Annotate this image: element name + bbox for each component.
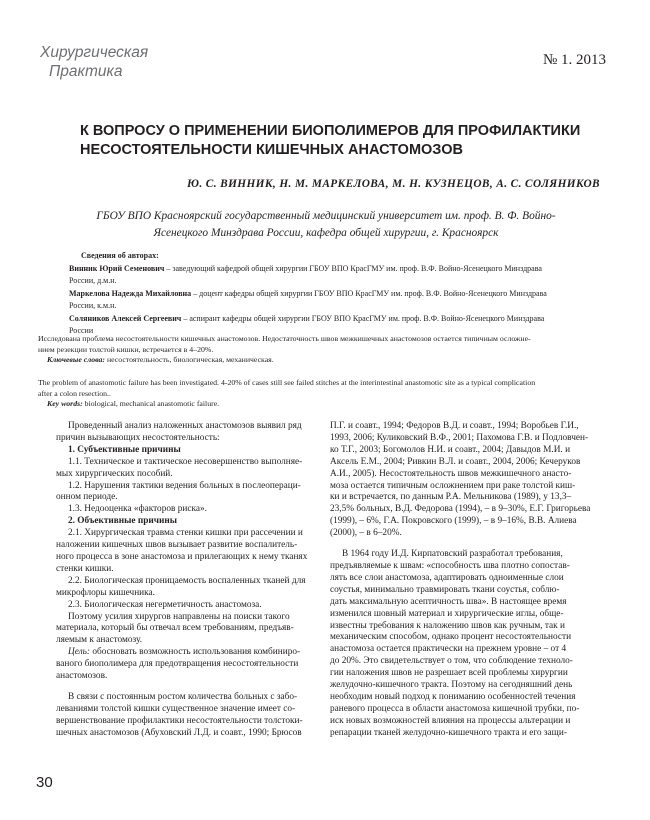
abstract-en-line-2: after a colon resection.. bbox=[38, 388, 111, 398]
title-line-2: НЕСОСТОЯТЕЛЬНОСТИ КИШЕЧНЫХ АНАСТОМОЗОВ bbox=[80, 142, 463, 158]
author-name: Винник Юрий Семенович bbox=[69, 263, 165, 273]
paragraph: В связи с постоянным ростом количества больных с забо- леваниями толстой кишки существенное значение имеет со- вершенствование профилактики несостоятельности толстоки- шечных анастомозов (Абуховский Л.Д. и соавт., 1990; Брюсов bbox=[56, 691, 303, 738]
keywords-en-label: Key words: bbox=[47, 399, 83, 408]
paragraph: Проведенный анализ наложенных анастомозов выявил ряд причин вызывающих несостоятельность: bbox=[56, 421, 302, 443]
author-position: – аспирант кафедры общей хирургии ГБОУ ВПО КрасГМУ им. проф. В.Ф. Войно-Ясенецкого Минздрава bbox=[181, 313, 545, 323]
body-right-column bbox=[330, 421, 592, 740]
paragraph: 1.3. Недооценка «факторов риска». bbox=[68, 504, 207, 515]
keywords-ru-text: несостоятельность, биологическая, механическая. bbox=[105, 355, 274, 364]
author-name: Маркелова Надежда Михайловна bbox=[69, 288, 192, 298]
keywords-english bbox=[47, 399, 610, 410]
author-position-cont: России bbox=[69, 326, 94, 335]
goal-label: Цель: bbox=[68, 647, 90, 658]
about-authors-heading: Сведения об авторах: bbox=[81, 251, 159, 260]
abstract-ru-line-1: Исследована проблема несостоятельности кишечных анастомозов. Недостаточность швов межкишечных анастомозов остается типичным осложне- bbox=[38, 334, 531, 343]
abstract-russian bbox=[38, 334, 610, 366]
affiliation bbox=[40, 208, 612, 242]
author-position: – заведующий кафедрой общей хирургии ГБОУ ВПО КрасГМУ им. проф. В.Ф. Войно-Ясенецкого Минздрава bbox=[164, 263, 542, 273]
keywords-en-text: biological, mechanical anastomotic failure. bbox=[82, 399, 220, 408]
author-entry bbox=[69, 288, 609, 313]
paragraph: 1.1. Техническое и тактическое несовершенство выполняе- мых хирургических пособий. bbox=[56, 456, 303, 479]
paragraph: 1.2. Нарушения тактики ведения больных в послеопераци- онном периоде. bbox=[56, 480, 301, 503]
author-position-cont: России, к.м.н. bbox=[69, 301, 117, 310]
about-authors bbox=[69, 250, 609, 338]
author-name: Соляников Алексей Сергеевич bbox=[69, 313, 182, 323]
section-heading: 2. Объективные причины bbox=[68, 516, 177, 527]
author-entry bbox=[69, 263, 609, 288]
paragraph: Поэтому усилия хирургов направлены на поиски такого материала, который бы отвечал всем требованиям, предъяв- ляемым к анастомозу. bbox=[56, 611, 294, 646]
author-position-cont: России, д.м.н. bbox=[69, 276, 117, 285]
authors: Ю. С. ВИННИК, Н. М. МАРКЕЛОВА, М. Н. КУЗНЕЦОВ, А. С. СОЛЯНИКОВ bbox=[187, 178, 600, 190]
author-position: – доцент кафедры общей хирургии ГБОУ ВПО КрасГМУ им. проф. В.Ф. Войно-Ясенецкого Минздрава bbox=[191, 288, 547, 298]
page-number: 30 bbox=[36, 774, 53, 791]
paragraph: П.Г. и соавт., 1994; Федоров В.Д. и соавт., 1994; Воробьев Г.И., 1993, 2006; Куликовский В.Ф., 2001; Пахомова Г.В. и Подловчен- ко Т.Г., 2003; Богомолов Н.И. и соавт., 2004; Давыдов М.И. и Аксель Е.М., 2004; Ривкин В.Л. и соавт., 2004, 2006; Кечеруков А.И., 2005). Несостоятельность швов межкишечного анасто- моза остается типичным осложнением при раке толстой киш- ки и встречается, по данным Р.А. Мельникова (1989), у 13,3– 23,5% больных, В.Д. Федорова (1994), – в 9–30%, Е.Г. Григорьева (1999), – 6%, Г.А. Покровского (1999), – в 9–16%, В.В. Алиева (2000), – в 6–20%. bbox=[330, 421, 591, 539]
paragraph: 2.3. Биологическая негерметичность анастомоза. bbox=[68, 599, 262, 610]
paragraph: Цель: обосновать возможность использования комбиниро- ваного биополимера для предотвращения несостоятельности анастомозов. bbox=[56, 647, 301, 682]
journal-logo bbox=[40, 44, 200, 84]
abstract-en-line-1: The problem of anastomotic failure has been investigated. 4-20% of cases still see failed stitches at the interintestinal anastomotic site as a typical complication bbox=[38, 378, 536, 387]
abstract-english bbox=[38, 378, 610, 410]
body-left-column bbox=[56, 421, 318, 740]
journal-name-line1: Хирургическая bbox=[40, 44, 149, 61]
paragraph: В 1964 году И.Д. Кирпатовский разработал требования, предъявляемые к швам: «способность шва плотно сопостав- лять все слои анастомоза, адаптировать одноименные слои соустья, минимально травмировать ткани соустья, соблю- дать максимальную асептичность шва». В настоящее время изменился шовный материал и хирургические иглы, обще- известны требования к наложению швов как ручным, так и механическим способом, однако процент несостоятельности анастомоза остается практически на прежнем уровне – от 4 до 20%. Это свидетельствует о том, что соблюдение техноло- гии наложения швов не разрешает всей проблемы хирургии желудочно-кишечного тракта. Поэтому на сегодняшний день необходим новый подход к пониманию особенностей течения раневого процесса в области анастомоза кишечной трубки, по- иск новых возможностей влияния на процессы альтерации и репарации тканей желудочно-кишечного тракта и его защи- bbox=[330, 549, 580, 738]
affiliation-line-1: ГБОУ ВПО Красноярский государственный медицинский университет им. проф. В. Ф. Войно- bbox=[96, 210, 556, 222]
issue-number: № 1. 2013 bbox=[542, 52, 606, 68]
section-heading: 1. Субъективные причины bbox=[68, 444, 181, 455]
affiliation-line-2: Ясенецкого Минздрава России, кафедра общей хирургии, г. Красноярск bbox=[153, 227, 499, 239]
abstract-ru-line-2: нием резекции толстой кишки, встречается в 4–20%. bbox=[38, 344, 214, 354]
journal-name-line2: Практика bbox=[49, 63, 123, 80]
paragraph: 2.2. Биологическая проницаемость воспаленных тканей для микрофлоры кишечника. bbox=[56, 575, 306, 598]
paragraph: 2.1. Хирургическая травма стенки кишки при рассечении и наложении кишечных швов вызывает развитие воспалитель- ного процесса в зоне анастомоза и прилегающих к нему тканях стенки кишки. bbox=[56, 528, 308, 574]
title-line-1: К ВОПРОСУ О ПРИМЕНЕНИИ БИОПОЛИМЕРОВ ДЛЯ ПРОФИЛАКТИКИ bbox=[80, 123, 581, 139]
article-title bbox=[80, 122, 600, 160]
keywords-ru-label: Ключевые слова: bbox=[47, 355, 106, 364]
keywords-russian bbox=[47, 355, 610, 366]
